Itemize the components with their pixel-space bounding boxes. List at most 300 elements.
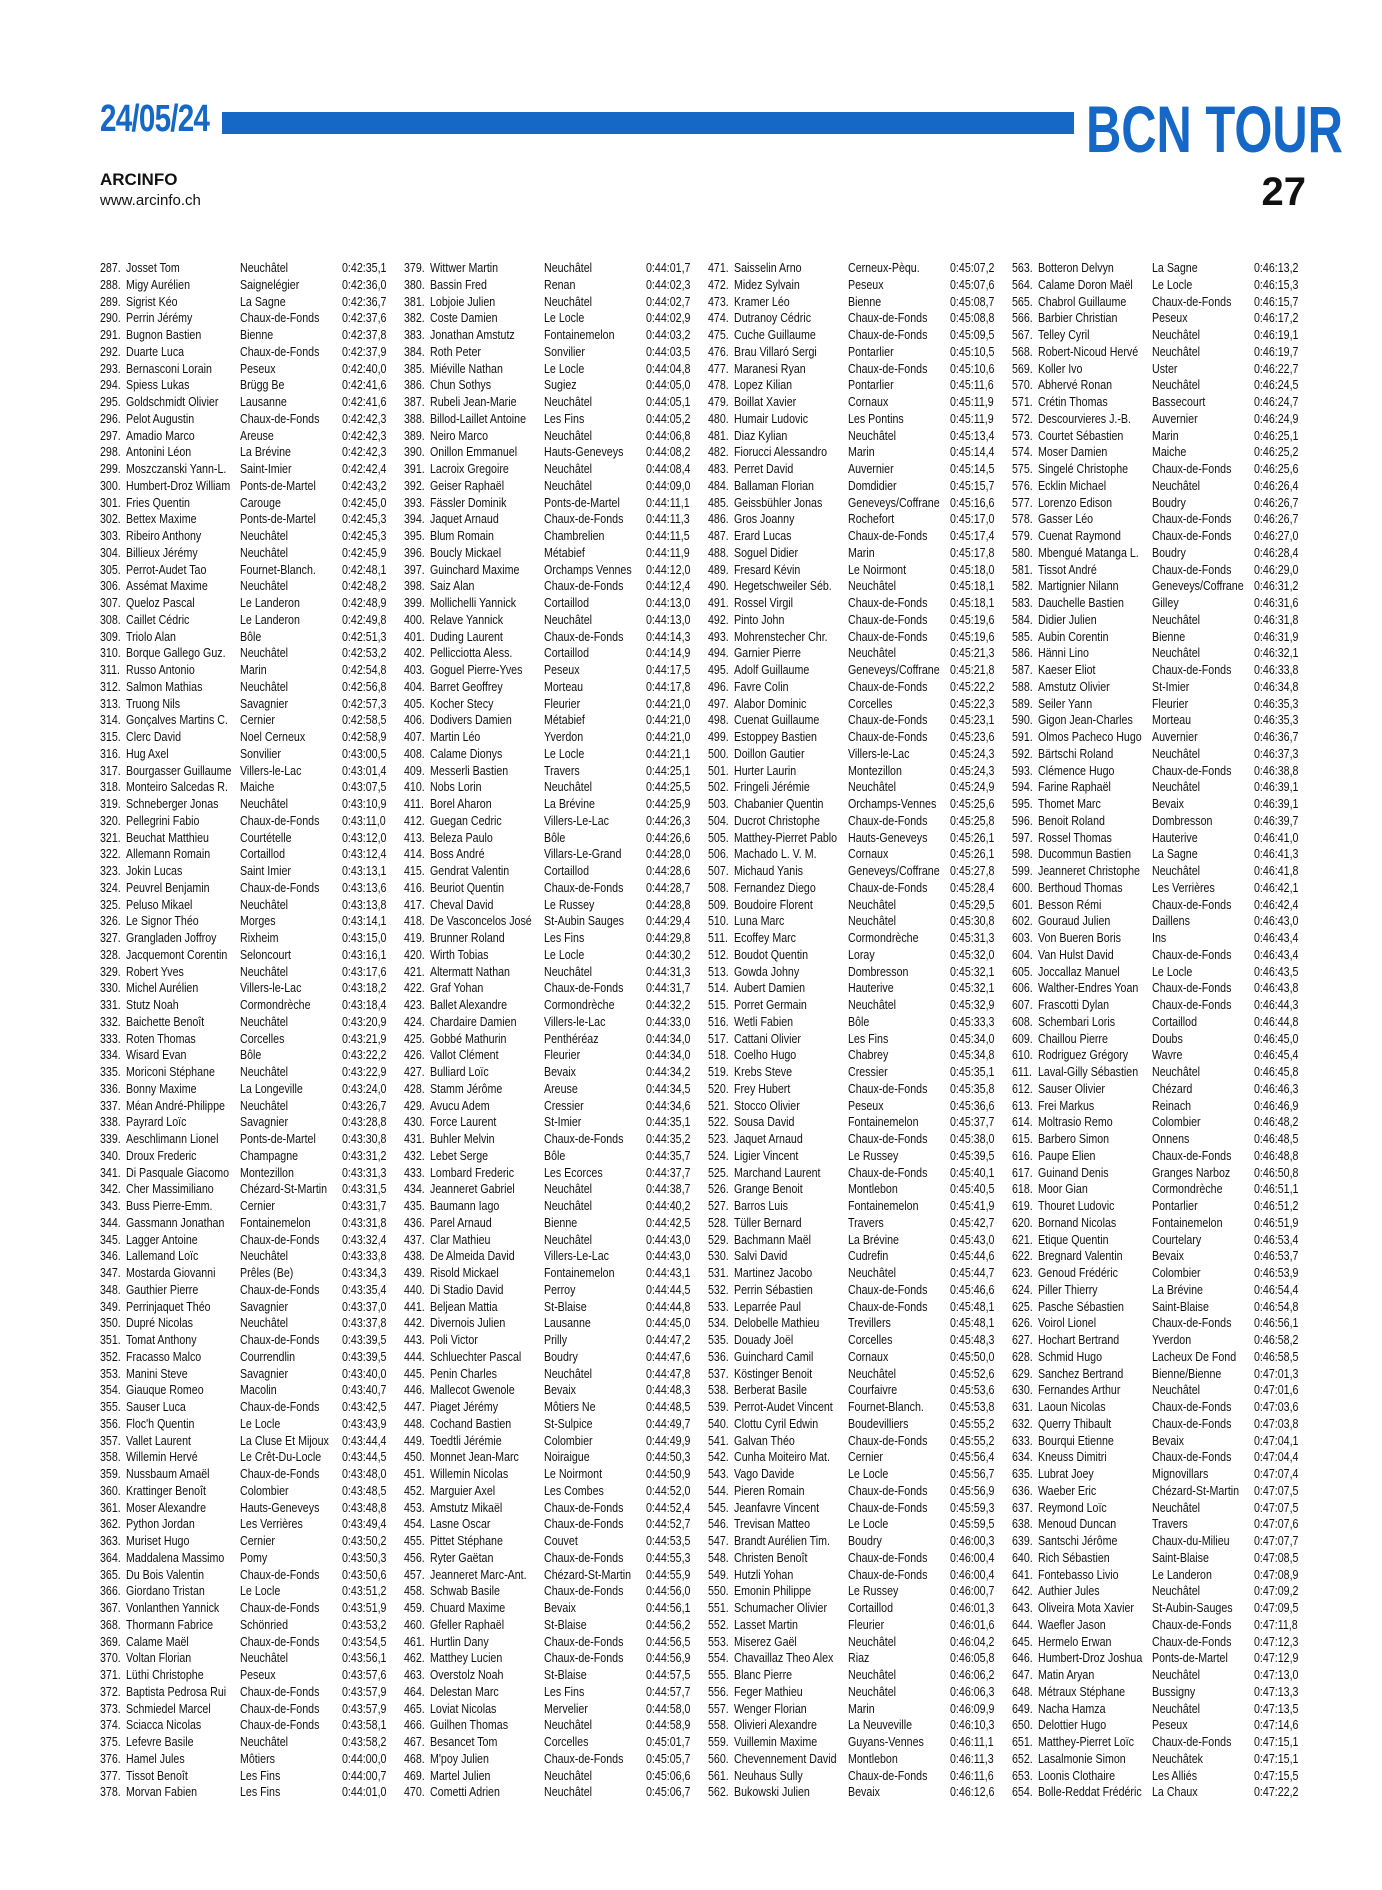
result-locality: Villars-Le-Grand	[544, 846, 622, 862]
result-time: 0:44:25,5	[646, 779, 691, 795]
result-rank: 354.	[100, 1382, 121, 1398]
result-time: 0:44:57,5	[646, 1667, 691, 1682]
result-time: 0:44:14,3	[646, 628, 691, 644]
result-name: Barros Luis	[734, 1198, 788, 1213]
result-locality: Lacheux De Fond	[1152, 1348, 1237, 1364]
result-rank: 439.	[404, 1265, 425, 1280]
result-rank: 479.	[708, 394, 729, 409]
result-name: Singelé Christophe	[1038, 461, 1129, 476]
result-locality: Neuchâtel	[240, 578, 289, 594]
result-time: 0:43:17,6	[342, 963, 387, 979]
result-name: Métraux Stéphane	[1038, 1683, 1126, 1699]
result-time: 0:44:55,9	[646, 1566, 691, 1582]
result-locality: Neuchâtel	[1152, 1583, 1201, 1599]
result-locality: Chézard-St-Martin	[1152, 1482, 1240, 1498]
result-rank: 334.	[100, 1047, 121, 1063]
result-time: 0:45:40,1	[950, 1164, 995, 1180]
result-locality: Neuchâtel	[240, 1064, 289, 1079]
result-time: 0:45:48,3	[950, 1332, 995, 1347]
result-row	[1012, 1768, 1308, 1785]
result-name: Perrot-Audet Vincent	[734, 1399, 833, 1414]
result-rank: 371.	[100, 1667, 121, 1682]
result-rank: 466.	[404, 1717, 425, 1733]
result-row	[100, 1684, 396, 1701]
result-locality: St-Sulpice	[544, 1415, 593, 1431]
result-rank: 576.	[1012, 477, 1033, 493]
result-locality: Le Noirmont	[848, 561, 907, 577]
result-time: 0:45:48,1	[950, 1298, 995, 1314]
result-locality: Chaux-de-Fonds	[1152, 980, 1232, 996]
publication-url[interactable]: www.arcinfo.ch	[100, 192, 201, 209]
result-rank: 622.	[1012, 1248, 1033, 1264]
result-row	[708, 1148, 1004, 1165]
result-name: Willemin Hervé	[126, 1449, 198, 1465]
result-row	[708, 277, 1004, 294]
result-row	[100, 1114, 396, 1131]
result-locality: Chaux-de-Fonds	[544, 1633, 624, 1649]
result-locality: Chaux-de-Fonds	[1152, 946, 1232, 962]
result-time: 0:46:19,1	[1254, 327, 1299, 342]
result-row	[100, 1366, 396, 1383]
result-time: 0:44:52,4	[646, 1499, 691, 1515]
result-name: Soguel Didier	[734, 544, 798, 560]
result-locality: Domdidier	[848, 477, 897, 493]
result-rank: 446.	[404, 1382, 425, 1398]
result-row	[404, 495, 700, 512]
result-name: Favre Colin	[734, 678, 789, 694]
result-locality: Saint Imier	[240, 863, 291, 878]
result-locality: Dombresson	[848, 963, 909, 979]
result-locality: Chaux-de-Fonds	[544, 1131, 624, 1146]
result-name: Von Bueren Boris	[1038, 930, 1121, 945]
result-rank: 338.	[100, 1114, 121, 1130]
result-locality: Neuchâtel	[240, 963, 289, 979]
result-name: Lobjoie Julien	[430, 293, 496, 309]
result-name: Mohrenstecher Chr.	[734, 628, 828, 644]
result-name: Lasset Martin	[734, 1616, 798, 1632]
result-rank: 335.	[100, 1064, 121, 1079]
result-locality: Chaux-de-Fonds	[544, 980, 624, 996]
result-time: 0:45:40,5	[950, 1181, 995, 1197]
result-row	[1012, 294, 1308, 311]
result-row	[100, 930, 396, 947]
result-locality: Chaux-de-Fonds	[544, 1516, 624, 1532]
result-name: Olmos Pacheco Hugo	[1038, 729, 1142, 744]
result-rank: 433.	[404, 1164, 425, 1180]
result-name: Cuche Guillaume	[734, 327, 816, 342]
result-time: 0:46:31,2	[1254, 578, 1299, 594]
result-time: 0:43:26,7	[342, 1097, 387, 1113]
result-name: Pasche Sébastien	[1038, 1298, 1124, 1314]
result-name: Vallot Clément	[430, 1047, 499, 1063]
result-rank: 344.	[100, 1214, 121, 1230]
result-row	[1012, 578, 1308, 595]
result-time: 0:46:26,4	[1254, 477, 1299, 493]
result-name: Fiorucci Alessandro	[734, 444, 828, 460]
result-row	[100, 1701, 396, 1718]
result-row	[404, 813, 700, 830]
result-name: Bregnard Valentin	[1038, 1248, 1123, 1264]
result-name: Delobelle Mathieu	[734, 1315, 820, 1331]
result-name: M'poy Julien	[430, 1750, 489, 1766]
result-locality: Neuchâtek	[1152, 1750, 1203, 1766]
result-rank: 606.	[1012, 980, 1033, 996]
result-time: 0:47:15,1	[1254, 1750, 1299, 1766]
result-locality: Boudry	[544, 1348, 578, 1364]
result-locality: Neuchâtel	[848, 1683, 897, 1699]
result-row	[1012, 1650, 1308, 1667]
result-locality: Noel Cerneux	[240, 729, 306, 744]
result-rank: 521.	[708, 1097, 729, 1113]
result-rank: 379.	[404, 260, 425, 275]
result-rank: 304.	[100, 544, 121, 560]
result-time: 0:44:08,4	[646, 461, 691, 476]
result-time: 0:44:11,9	[646, 544, 690, 560]
result-rank: 489.	[708, 561, 729, 577]
result-rank: 530.	[708, 1248, 729, 1264]
result-locality: Fontainemelon	[544, 327, 615, 342]
result-time: 0:43:28,8	[342, 1114, 387, 1130]
result-rank: 400.	[404, 611, 425, 627]
result-rank: 579.	[1012, 528, 1033, 543]
result-row	[1012, 478, 1308, 495]
result-time: 0:45:09,5	[950, 327, 995, 342]
result-time: 0:44:34,2	[646, 1064, 691, 1079]
result-name: Erard Lucas	[734, 528, 792, 543]
result-name: Mbengué Matanga L.	[1038, 544, 1139, 560]
result-time: 0:42:42,3	[342, 444, 387, 460]
result-locality: Le Locle	[544, 946, 585, 962]
result-time: 0:45:19,6	[950, 628, 995, 644]
result-time: 0:44:58,9	[646, 1717, 691, 1733]
result-time: 0:43:33,8	[342, 1248, 387, 1264]
result-time: 0:46:48,2	[1254, 1114, 1299, 1130]
result-row	[404, 1366, 700, 1383]
result-rank: 326.	[100, 913, 121, 929]
result-name: Boucly Mickael	[430, 544, 502, 560]
result-row	[1012, 310, 1308, 327]
result-locality: Neuchâtel	[240, 1097, 289, 1113]
result-rank: 287.	[100, 260, 121, 275]
result-row	[100, 997, 396, 1014]
result-locality: Hauts-Geneveys	[544, 444, 624, 460]
result-locality: Chaux-de-Fonds	[848, 611, 928, 627]
result-time: 0:45:08,8	[950, 310, 995, 326]
result-row	[1012, 1416, 1308, 1433]
result-time: 0:42:58,5	[342, 712, 387, 728]
result-locality: Prilly	[544, 1332, 568, 1347]
result-name: Menoud Duncan	[1038, 1516, 1117, 1532]
result-time: 0:44:13,0	[646, 611, 691, 627]
result-locality: Chaux-de-Fonds	[848, 528, 928, 543]
result-locality: Chaux-de-Fonds	[848, 1482, 928, 1498]
result-locality: Yverdon	[1152, 1332, 1192, 1347]
result-time: 0:43:22,2	[342, 1047, 387, 1063]
result-rank: 380.	[404, 276, 425, 292]
result-time: 0:45:19,6	[950, 611, 995, 627]
result-locality: La Brévine	[544, 796, 595, 811]
result-rank: 469.	[404, 1767, 425, 1783]
result-locality: Peseux	[848, 1097, 884, 1113]
result-name: Grangladen Joffroy	[126, 930, 217, 945]
result-name: Aeschlimann Lionel	[126, 1131, 219, 1146]
result-locality: Neuchâtel	[544, 293, 593, 309]
result-row	[708, 528, 1004, 545]
result-locality: Savagnier	[240, 1298, 289, 1314]
result-row	[100, 578, 396, 595]
result-name: Tissot Benoît	[126, 1767, 188, 1783]
result-locality: Chaux-de-Fonds	[544, 879, 624, 895]
result-locality: Mervelier	[544, 1700, 588, 1716]
result-name: Voirol Lionel	[1038, 1315, 1097, 1331]
result-time: 0:46:10,3	[950, 1717, 995, 1733]
result-row	[1012, 1784, 1308, 1801]
result-row	[1012, 696, 1308, 713]
result-name: Kneuss Dimitri	[1038, 1449, 1107, 1465]
result-rank: 511.	[708, 930, 728, 945]
result-locality: Boudevilliers	[848, 1415, 909, 1431]
result-time: 0:45:18,0	[950, 561, 995, 577]
result-time: 0:44:49,7	[646, 1415, 691, 1431]
result-row	[708, 1248, 1004, 1265]
result-time: 0:46:58,2	[1254, 1332, 1299, 1347]
result-time: 0:44:58,0	[646, 1700, 691, 1716]
result-name: Emonin Philippe	[734, 1583, 812, 1599]
result-locality: Les Ecorces	[544, 1164, 603, 1180]
result-rank: 470.	[404, 1784, 425, 1800]
result-row	[1012, 377, 1308, 394]
result-name: Hermelo Erwan	[1038, 1633, 1112, 1649]
result-rank: 501.	[708, 762, 729, 778]
result-locality: Travers	[1152, 1516, 1188, 1532]
result-row	[708, 1181, 1004, 1198]
result-row	[1012, 880, 1308, 897]
result-row	[100, 1500, 396, 1517]
result-row	[1012, 1315, 1308, 1332]
result-locality: Ponts-de-Martel	[1152, 1650, 1228, 1666]
result-time: 0:42:51,3	[342, 628, 387, 644]
result-time: 0:44:11,1	[646, 494, 690, 510]
result-rank: 607.	[1012, 997, 1033, 1012]
result-row	[100, 277, 396, 294]
result-rank: 621.	[1012, 1231, 1033, 1247]
result-locality: Les Fins	[544, 410, 585, 426]
result-locality: Bevaix	[1152, 796, 1185, 811]
result-rank: 572.	[1012, 410, 1033, 426]
result-name: Queloz Pascal	[126, 595, 195, 610]
result-rank: 545.	[708, 1499, 729, 1515]
result-name: Beljean Mattia	[430, 1298, 498, 1314]
result-rank: 410.	[404, 779, 425, 795]
result-name: Farine Raphaël	[1038, 779, 1111, 795]
result-time: 0:47:07,6	[1254, 1516, 1299, 1532]
result-time: 0:44:01,0	[342, 1784, 387, 1800]
result-row	[404, 277, 700, 294]
result-time: 0:44:52,0	[646, 1482, 691, 1498]
result-name: Fässler Dominik	[430, 494, 507, 510]
result-name: Onillon Emmanuel	[430, 444, 518, 460]
result-row	[100, 1165, 396, 1182]
result-name: Stocco Olivier	[734, 1097, 800, 1113]
result-name: Russo Antonio	[126, 662, 195, 677]
result-time: 0:47:04,1	[1254, 1432, 1299, 1448]
result-rank: 408.	[404, 745, 425, 761]
result-time: 0:42:48,1	[342, 561, 387, 577]
result-time: 0:42:54,8	[342, 662, 387, 677]
result-rank: 556.	[708, 1683, 729, 1699]
result-name: Olivieri Alexandre	[734, 1717, 817, 1733]
result-rank: 473.	[708, 293, 729, 309]
result-time: 0:45:29,5	[950, 896, 995, 912]
result-rank: 629.	[1012, 1365, 1033, 1381]
result-row	[404, 1667, 700, 1684]
result-row	[708, 612, 1004, 629]
result-name: Adolf Guillaume	[734, 662, 810, 677]
result-time: 0:44:43,1	[646, 1265, 691, 1280]
result-rank: 568.	[1012, 343, 1033, 359]
result-name: Miéville Nathan	[430, 360, 503, 376]
result-row	[1012, 679, 1308, 696]
result-row	[708, 1483, 1004, 1500]
publication-name: ARCINFO	[100, 170, 178, 189]
result-locality: Bôle	[240, 1047, 262, 1063]
result-rank: 394.	[404, 511, 425, 527]
result-row	[404, 327, 700, 344]
result-row	[1012, 1282, 1308, 1299]
result-rank: 486.	[708, 511, 729, 527]
result-row	[1012, 1600, 1308, 1617]
result-row	[404, 997, 700, 1014]
result-locality: Cornaux	[848, 846, 889, 862]
result-locality: Cortaillod	[544, 595, 590, 610]
result-locality: Areuse	[240, 427, 274, 443]
result-name: Clottu Cyril Edwin	[734, 1415, 819, 1431]
result-rank: 614.	[1012, 1114, 1033, 1130]
result-rank: 492.	[708, 611, 729, 627]
result-time: 0:46:25,2	[1254, 444, 1299, 460]
result-row	[404, 913, 700, 930]
result-rank: 587.	[1012, 662, 1033, 677]
result-rank: 376.	[100, 1750, 121, 1766]
result-locality: Bôle	[848, 1013, 870, 1029]
result-locality: Macolin	[240, 1382, 277, 1398]
result-time: 0:44:43,0	[646, 1231, 691, 1247]
result-rank: 423.	[404, 997, 425, 1012]
result-time: 0:43:18,4	[342, 997, 387, 1012]
result-row	[1012, 1349, 1308, 1366]
result-rank: 428.	[404, 1080, 425, 1096]
result-rank: 298.	[100, 444, 121, 460]
result-row	[404, 1232, 700, 1249]
result-name: Tüller Bernard	[734, 1214, 802, 1230]
result-name: Willemin Nicolas	[430, 1466, 509, 1481]
result-row	[100, 964, 396, 981]
result-rank: 583.	[1012, 595, 1033, 610]
result-rank: 404.	[404, 678, 425, 694]
result-row	[404, 1299, 700, 1316]
result-rank: 524.	[708, 1147, 729, 1163]
result-rank: 547.	[708, 1533, 729, 1548]
result-time: 0:45:32,9	[950, 997, 995, 1012]
result-row	[404, 964, 700, 981]
result-row	[708, 1751, 1004, 1768]
result-row	[708, 1717, 1004, 1734]
result-row	[100, 595, 396, 612]
result-rank: 465.	[404, 1700, 425, 1716]
result-locality: Chaux-de-Fonds	[240, 410, 320, 426]
result-locality: Neuchâtel	[544, 1181, 593, 1197]
result-name: Barbero Simon	[1038, 1131, 1110, 1146]
result-locality: Chaux-de-Fonds	[544, 511, 624, 527]
result-row	[708, 361, 1004, 378]
result-time: 0:44:17,8	[646, 678, 691, 694]
result-locality: Neuchâtel	[240, 1315, 289, 1331]
result-time: 0:44:56,5	[646, 1633, 691, 1649]
result-name: Blum Romain	[430, 528, 494, 543]
result-row	[100, 1466, 396, 1483]
result-row	[100, 1031, 396, 1048]
result-time: 0:44:11,3	[646, 511, 690, 527]
result-row	[100, 1098, 396, 1115]
result-rank: 627.	[1012, 1332, 1033, 1347]
result-name: Van Hulst David	[1038, 946, 1114, 962]
result-locality: Bôle	[544, 1147, 566, 1163]
result-row	[1012, 1567, 1308, 1584]
result-row	[100, 1181, 396, 1198]
result-row	[708, 294, 1004, 311]
result-locality: Riaz	[848, 1650, 870, 1666]
result-rank: 600.	[1012, 879, 1033, 895]
result-rank: 631.	[1012, 1399, 1033, 1414]
result-time: 0:44:33,0	[646, 1013, 691, 1029]
result-time: 0:43:13,6	[342, 879, 387, 895]
result-name: Dauchelle Bastien	[1038, 595, 1124, 610]
result-name: Ecklin Michael	[1038, 477, 1107, 493]
result-time: 0:46:43,5	[1254, 963, 1299, 979]
result-rank: 393.	[404, 494, 425, 510]
result-locality: Carouge	[240, 494, 281, 510]
result-rank: 485.	[708, 494, 729, 510]
result-time: 0:46:24,7	[1254, 394, 1299, 409]
results-column-3	[708, 260, 1008, 1801]
result-locality: Prêles (Be)	[240, 1265, 294, 1280]
result-row	[1012, 562, 1308, 579]
page-header	[0, 0, 1382, 230]
result-row	[708, 1031, 1004, 1048]
result-rank: 451.	[404, 1466, 425, 1481]
result-rank: 425.	[404, 1030, 425, 1046]
result-rank: 308.	[100, 611, 121, 627]
result-row	[1012, 947, 1308, 964]
result-time: 0:47:14,6	[1254, 1717, 1299, 1733]
result-locality: Neuchâtel	[848, 578, 897, 594]
result-locality: Fleurier	[544, 1047, 581, 1063]
result-row	[100, 913, 396, 930]
result-locality: Neuchâtel	[240, 544, 289, 560]
result-time: 0:47:22,2	[1254, 1784, 1299, 1800]
result-locality: La Brévine	[1152, 1281, 1203, 1297]
result-row	[1012, 846, 1308, 863]
result-locality: Neuchâtel	[544, 1231, 593, 1247]
result-locality: Le Crêt-Du-Locle	[240, 1449, 322, 1465]
result-name: Roth Peter	[430, 343, 481, 359]
result-locality: Morteau	[544, 678, 584, 694]
result-locality: Neuchâtel	[240, 678, 289, 694]
result-time: 0:44:56,0	[646, 1583, 691, 1599]
result-locality: Chaux-de-Fonds	[848, 1281, 928, 1297]
result-rank: 588.	[1012, 678, 1033, 694]
result-name: Méan André-Philippe	[126, 1097, 225, 1113]
